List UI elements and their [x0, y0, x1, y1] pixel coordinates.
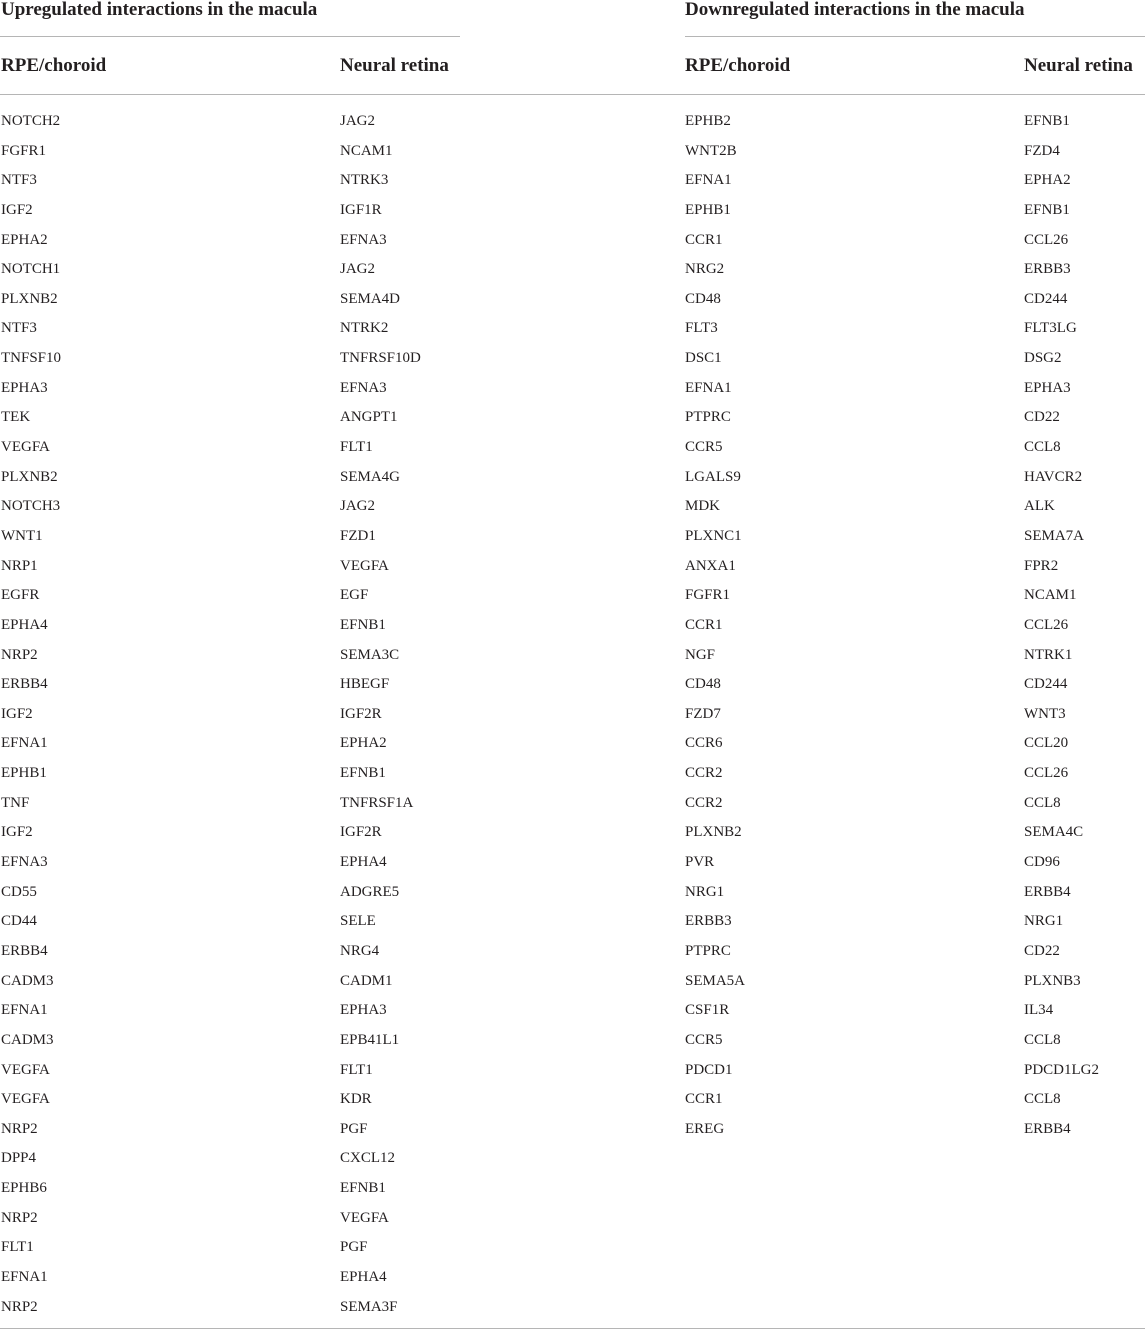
table-cell: FLT3LG [1024, 320, 1077, 337]
table-cell: TEK [1, 409, 31, 426]
table-cell: CCR1 [685, 616, 723, 633]
table-cell: FZD4 [1024, 142, 1060, 159]
table-cell: CCL8 [1024, 439, 1061, 456]
table-cell: SEMA4G [340, 468, 401, 485]
table-cell: JAG2 [340, 498, 376, 515]
table-cell: FLT1 [340, 1061, 373, 1078]
table-cell: CD96 [1024, 854, 1060, 871]
table-cell: CCR1 [685, 1091, 723, 1108]
table-cell: FPR2 [1024, 557, 1059, 574]
table-cell: PTPRC [685, 409, 731, 426]
table-cell: CD55 [1, 883, 37, 900]
table-cell: PVR [685, 854, 715, 871]
upregulated-group-title: Upregulated interactions in the macula [1, 0, 318, 20]
table-cell: VEGFA [340, 1209, 389, 1226]
table-cell: WNT1 [1, 527, 43, 544]
table-cell: NTF3 [1, 172, 37, 189]
table-cell: CCL8 [1024, 794, 1061, 811]
table-cell: TNFRSF10D [340, 350, 421, 367]
table-cell: NRP2 [1, 1298, 38, 1315]
table-cell: ERBB4 [1, 676, 48, 693]
table-cell: FZD7 [685, 705, 721, 722]
table-cell: DSG2 [1024, 350, 1062, 367]
table-cell: EFNB1 [1024, 201, 1070, 218]
table-cell: TNF [1, 794, 30, 811]
upregulated-group-rule [0, 36, 460, 37]
table-cell: CCR5 [685, 1031, 723, 1048]
table-cell: NRG2 [685, 261, 725, 278]
table-cell: NRG1 [1024, 913, 1064, 930]
table-cell: ALK [1024, 498, 1055, 515]
table-cell: EGF [340, 587, 369, 604]
table-cell: NOTCH2 [1, 113, 61, 129]
table-cell: SEMA7A [1024, 527, 1085, 544]
table-cell: EPHA3 [340, 1002, 387, 1019]
table-cell: FGFR1 [685, 587, 731, 604]
table-cell: WNT2B [685, 142, 737, 159]
table-cell: HBEGF [340, 676, 390, 693]
table-cell: NRP2 [1, 1209, 38, 1226]
table-cell: FLT3 [685, 320, 718, 337]
table-cell: PDCD1 [685, 1061, 733, 1078]
table-cell: PGF [340, 1239, 368, 1256]
table-cell: NGF [685, 646, 716, 663]
table-cell: CCL20 [1024, 735, 1069, 752]
table-cell: CD48 [685, 676, 721, 693]
table-cell: EPHB6 [1, 1180, 47, 1197]
table-cell: NOTCH1 [1, 261, 61, 278]
table-cell: EPB41L1 [340, 1031, 400, 1048]
table-cell: FLT1 [340, 439, 373, 456]
table-cell: SEMA4C [1024, 824, 1084, 841]
table-cell: PTPRC [685, 942, 731, 959]
table-cell: VEGFA [1, 1091, 50, 1108]
upregulated-retina-header: Neural retina [340, 55, 449, 76]
table-cell: VEGFA [1, 439, 50, 456]
table-cell: EFNA3 [1, 854, 48, 871]
table-cell: EGFR [1, 587, 40, 604]
table-cell: CCR1 [685, 231, 723, 248]
table-cell: LGALS9 [685, 468, 741, 485]
table-cell: EFNA1 [1, 735, 48, 752]
table-cell: PLXNB2 [1, 290, 58, 307]
table-cell: PLXNB2 [1, 468, 58, 485]
table-cell: CADM1 [340, 972, 393, 989]
table-cell: SEMA3C [340, 646, 400, 663]
table-cell: NRG4 [340, 942, 380, 959]
downregulated-rpe-column [685, 110, 745, 1147]
table-cell: CCL8 [1024, 1091, 1061, 1108]
table-cell: EPHA3 [1024, 379, 1071, 396]
table-cell: EPHA2 [340, 735, 387, 752]
table-cell: ERBB4 [1024, 883, 1071, 900]
table-cell: DSC1 [685, 350, 722, 367]
table-cell: CCL26 [1024, 765, 1069, 782]
table-cell: FLT1 [1, 1239, 34, 1256]
downregulated-retina-column [1024, 110, 1099, 1147]
table-cell: EFNA3 [340, 379, 387, 396]
table-cell: ANGPT1 [340, 409, 398, 426]
table-cell: EPHA4 [1, 616, 48, 633]
downregulated-retina-header: Neural retina [1024, 55, 1133, 76]
table-cell: ERBB3 [1024, 261, 1071, 278]
table-cell: CXCL12 [340, 1150, 396, 1167]
table-cell: EFNB1 [340, 616, 386, 633]
table-cell: CCR2 [685, 794, 723, 811]
table-cell: CCL26 [1024, 231, 1069, 248]
table-cell: DPP4 [1, 1150, 37, 1167]
table-cell: NCAM1 [340, 142, 393, 159]
table-cell: CD22 [1024, 942, 1060, 959]
upregulated-rpe-header: RPE/choroid [1, 55, 107, 76]
table-cell: CADM3 [1, 972, 54, 989]
table-cell: NRG1 [685, 883, 725, 900]
table-cell: CCL8 [1024, 1031, 1061, 1048]
table-cell: SEMA5A [685, 972, 746, 989]
table-cell: NTF3 [1, 320, 37, 337]
table-bottom-rule [0, 1328, 1145, 1329]
table-cell: EFNB1 [1024, 113, 1070, 129]
upregulated-rpe-column [1, 110, 61, 1325]
table-cell: SEMA4D [340, 290, 401, 307]
table-cell: SELE [340, 913, 376, 930]
table-cell: ADGRE5 [340, 883, 400, 900]
table-cell: EREG [685, 1120, 725, 1137]
table-cell: VEGFA [340, 557, 389, 574]
table-cell: ERBB3 [685, 913, 732, 930]
table-cell: FZD1 [340, 527, 376, 544]
table-cell: EFNB1 [340, 765, 386, 782]
table-cell: EPHA4 [340, 854, 387, 871]
table-cell: NTRK3 [340, 172, 389, 189]
table-cell: JAG2 [340, 113, 376, 129]
table-cell: IGF2 [1, 824, 33, 841]
table-cell: CCL26 [1024, 616, 1069, 633]
table-cell: NTRK1 [1024, 646, 1073, 663]
table-cell: CD244 [1024, 676, 1068, 693]
table-cell: PGF [340, 1120, 368, 1137]
upregulated-retina-column [340, 110, 421, 1325]
table-cell: CD22 [1024, 409, 1060, 426]
table-cell: EFNA1 [1, 1268, 48, 1285]
table-cell: IGF2 [1, 705, 33, 722]
table-cell: CCR5 [685, 439, 723, 456]
table-cell: NTRK2 [340, 320, 389, 337]
table-cell: IGF1R [340, 201, 382, 218]
table-cell: JAG2 [340, 261, 376, 278]
table-cell: PLXNC1 [685, 527, 742, 544]
table-cell: KDR [340, 1091, 372, 1108]
downregulated-group-rule [685, 36, 1145, 37]
table-cell: TNFRSF1A [340, 794, 414, 811]
table-cell: IGF2R [340, 824, 382, 841]
table-cell: VEGFA [1, 1061, 50, 1078]
table-cell: MDK [685, 498, 721, 515]
table-cell: EPHA2 [1, 231, 48, 248]
table-cell: EFNA1 [685, 172, 732, 189]
table-cell: NCAM1 [1024, 587, 1077, 604]
table-cell: SEMA3F [340, 1298, 398, 1315]
downregulated-rpe-header: RPE/choroid [685, 55, 791, 76]
table-cell: FGFR1 [1, 142, 47, 159]
table-cell: CCR2 [685, 765, 723, 782]
table-cell: EFNA1 [1, 1002, 48, 1019]
table-cell: ERBB4 [1024, 1120, 1071, 1137]
table-cell: CD44 [1, 913, 37, 930]
table-cell: PLXNB2 [685, 824, 742, 841]
table-cell: CADM3 [1, 1031, 54, 1048]
table-cell: IGF2 [1, 201, 33, 218]
table-cell: NRP2 [1, 646, 38, 663]
table-cell: IL34 [1024, 1002, 1054, 1019]
table-cell: IGF2R [340, 705, 382, 722]
table-cell: EPHB1 [1, 765, 47, 782]
table-cell: CCR6 [685, 735, 723, 752]
table-cell: EPHA4 [340, 1268, 387, 1285]
table-cell: PDCD1LG2 [1024, 1061, 1100, 1078]
table-cell: ANXA1 [685, 557, 736, 574]
table-cell: HAVCR2 [1024, 468, 1083, 485]
table-cell: EFNA1 [685, 379, 732, 396]
downregulated-group-title: Downregulated interactions in the macula [685, 0, 1025, 20]
table-cell: ERBB4 [1, 942, 48, 959]
table-cell: EPHA2 [1024, 172, 1071, 189]
table-cell: CSF1R [685, 1002, 730, 1019]
table-cell: CD244 [1024, 290, 1068, 307]
table-cell: PLXNB3 [1024, 972, 1081, 989]
table-cell: EPHB2 [685, 113, 731, 129]
header-rule [0, 94, 1145, 95]
table-cell: NOTCH3 [1, 498, 61, 515]
table-cell: EFNB1 [340, 1180, 386, 1197]
table-cell: EPHB1 [685, 201, 731, 218]
table-cell: NRP2 [1, 1120, 38, 1137]
table-cell: CD48 [685, 290, 721, 307]
table-cell: TNFSF10 [1, 350, 62, 367]
table-cell: EFNA3 [340, 231, 387, 248]
table-cell: WNT3 [1024, 705, 1066, 722]
table-cell: EPHA3 [1, 379, 48, 396]
table-cell: NRP1 [1, 557, 38, 574]
